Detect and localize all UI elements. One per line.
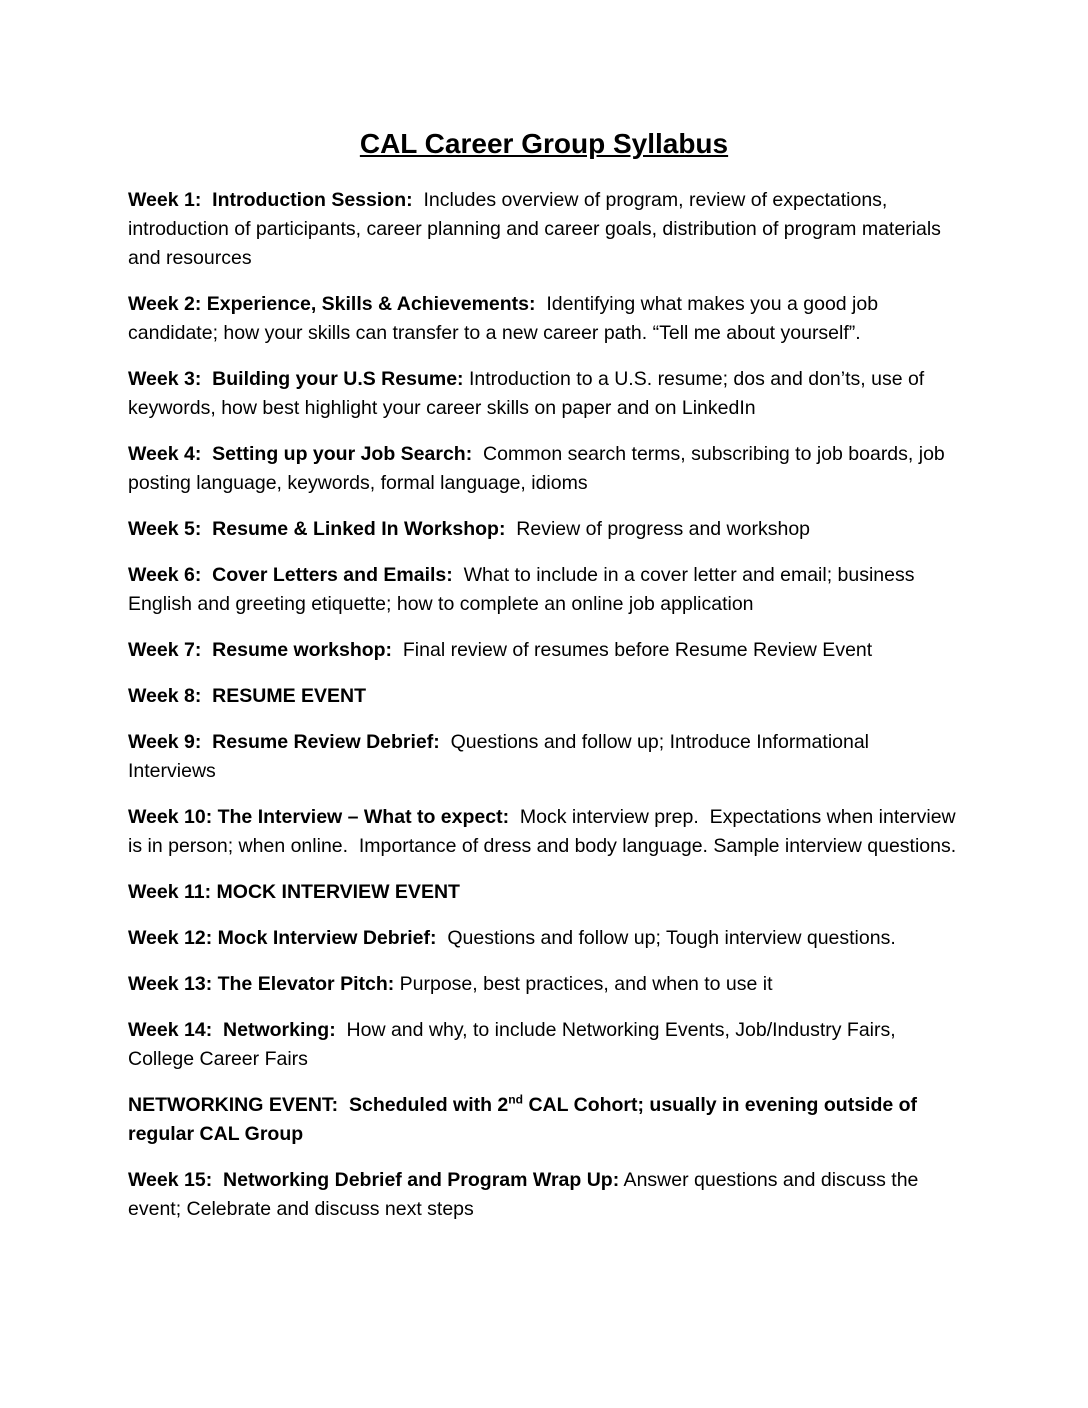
syllabus-entry-week-11 [128,878,960,907]
entry-label: Week 9: Resume Review Debrief: [128,731,440,753]
entry-label: Week 2: Experience, Skills & Achievements: [128,293,536,315]
entry-label: Week 5: Resume & Linked In Workshop: [128,518,506,540]
entry-body: How and why, to include Networking Events, Job/Industry Fairs, College Career Fairs [128,1019,902,1070]
entry-body: Final review of resumes before Resume Review Event [392,639,873,661]
syllabus-entry-week-9 [128,728,960,786]
entry-label: Week 6: Cover Letters and Emails: [128,564,453,586]
entry-label: Week 10: The Interview – What to expect: [128,806,510,828]
entry-label-continued: CAL Cohort; usually in evening outside of regular CAL Group [128,1094,923,1145]
syllabus-entry-week-15 [128,1166,960,1224]
entry-body: What to include in a cover letter and email; business English and greeting etiquette; how to complete an online job application [128,564,920,615]
entry-body: Questions and follow up; Introduce Informational Interviews [128,731,875,782]
entry-label: Week 14: Networking: [128,1019,336,1041]
syllabus-entry-week-4 [128,440,960,498]
entry-label: Week 15: Networking Debrief and Program Wrap Up: [128,1169,620,1191]
entry-body: Mock interview prep. Expectations when interview is in person; when online. Importance of dress and body language. Sample interview questions. [128,806,962,857]
page-title: CAL Career Group Syllabus [359,128,729,159]
entry-body: Common search terms, subscribing to job boards, job posting language, keywords, formal language, idioms [128,443,951,494]
entry-label: NETWORKING EVENT: Scheduled with 2 [128,1094,509,1116]
syllabus-entry-week-3 [128,365,960,423]
entry-body: Identifying what makes you a good job candidate; how your skills can transfer to a new career path. “Tell me about yourself”. [128,293,884,344]
entry-body: Includes overview of program, review of expectations, introduction of participants, career planning and career goals, distribution of program materials and resources [128,189,947,269]
syllabus-entries [128,186,960,1224]
entry-body: Purpose, best practices, and when to use it [394,973,773,995]
entry-body: Introduction to a U.S. resume; dos and don’ts, use of keywords, how best highlight your career skills on paper and on LinkedIn [128,368,930,419]
syllabus-entry-week-14 [128,1016,960,1074]
syllabus-entry-week-1 [128,186,960,273]
entry-superscript: nd [508,1092,524,1107]
syllabus-entry-week-6 [128,561,960,619]
syllabus-entry-week-7 [128,636,960,665]
syllabus-entry-networking-event [128,1091,960,1149]
syllabus-entry-week-5 [128,515,960,544]
entry-body: Review of progress and workshop [505,518,811,540]
entry-label: Week 3: Building your U.S Resume: [128,368,464,390]
entry-label: Week 13: The Elevator Pitch: [128,973,395,995]
entry-label: Week 1: Introduction Session: [128,189,413,211]
entry-body: Answer questions and discuss the event; Celebrate and discuss next steps [128,1169,924,1220]
entry-label: Week 8: RESUME EVENT [128,685,367,707]
entry-label: Week 7: Resume workshop: [128,639,393,661]
syllabus-entry-week-13 [128,970,960,999]
syllabus-entry-week-8 [128,682,960,711]
entry-label: Week 4: Setting up your Job Search: [128,443,473,465]
syllabus-entry-week-12 [128,924,960,953]
entry-label: Week 11: MOCK INTERVIEW EVENT [128,881,460,903]
entry-body: Questions and follow up; Tough interview questions. [436,927,896,949]
syllabus-entry-week-10 [128,803,960,861]
syllabus-entry-week-2 [128,290,960,348]
entry-label: Week 12: Mock Interview Debrief: [128,927,437,949]
